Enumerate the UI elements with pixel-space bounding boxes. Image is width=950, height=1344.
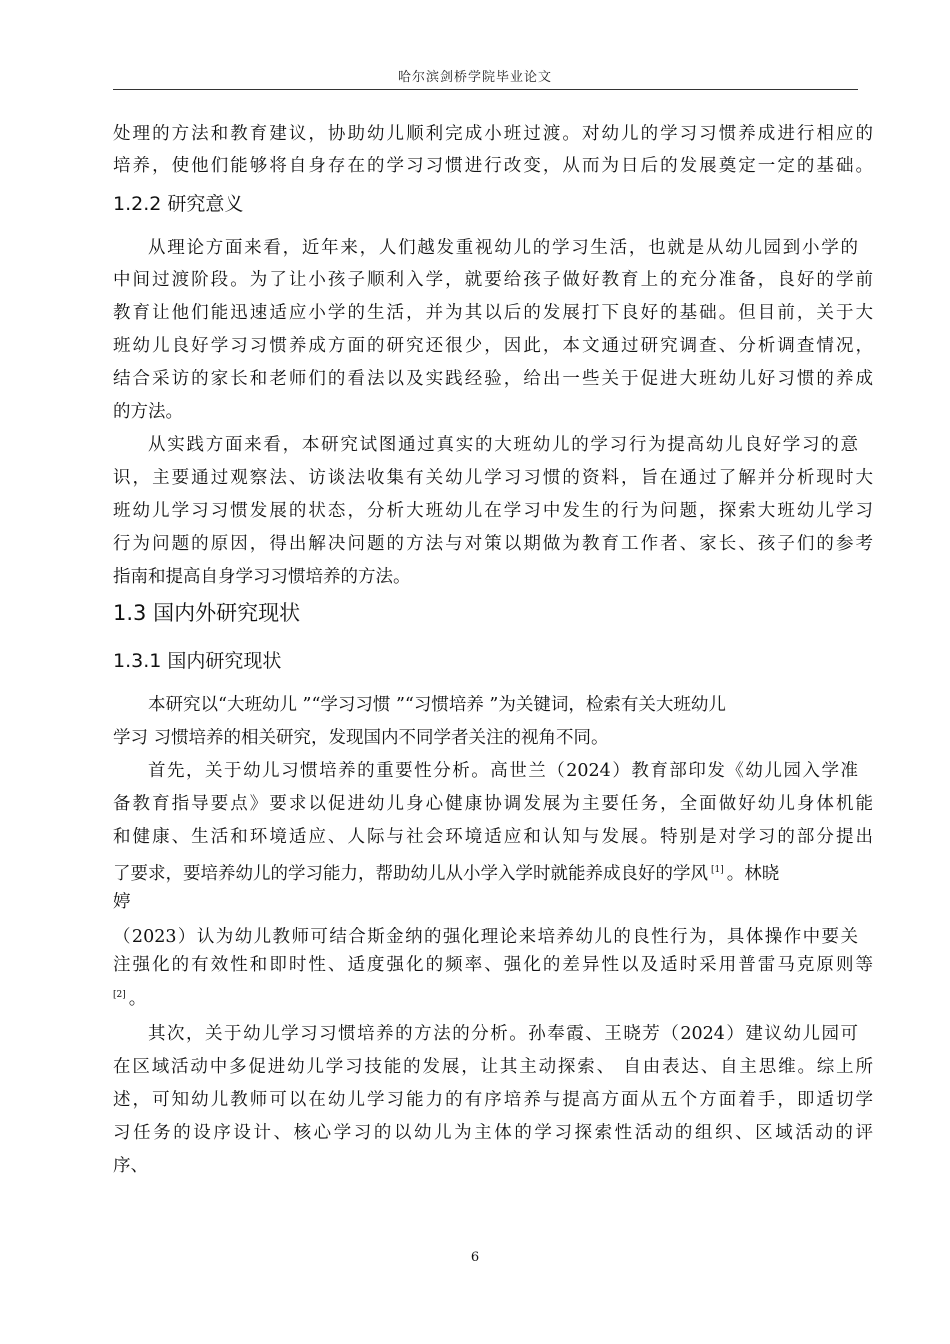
paragraph-line: （2023）认为幼儿教师可结合斯金纳的强化理论来培养幼儿的良性行为，具体操作中要关 [113,927,858,947]
paragraph-line: 指南和提高自身学习习惯培养的方法。 [113,567,411,587]
paragraph-line: 本研究以“大班幼儿 ”“学习习惯 ”“习惯培养 ”为关键词，检索有关大班幼儿 [148,695,726,715]
paragraph-line: 行为问题的原因，得出解决问题的方法与对策以期做为教育工作者、家长、孩子们的参考 [113,534,873,554]
paragraph-line-with-citation [113,984,873,1010]
citation-ref-1[interactable]: [1] [711,865,724,875]
paragraph-line: 教育让他们能迅速适应小学的生活，并为其以后的发展打下良好的基础。但目前，关于大 [113,303,873,323]
section-heading-1-2-2: 1.2.2 研究意义 [113,193,244,215]
paragraph-line-with-citation [113,859,873,885]
paragraph-line: 备教育指导要点》要求以促进幼儿身心健康协调发展为主要任务，全面做好幼儿身体机能 [113,794,873,814]
paragraph-line: 结合采访的家长和老师们的看法以及实践经验，给出一些关于促进大班幼儿好习惯的养成 [113,369,873,389]
paragraph-line: 习任务的设序设计、核心学习的以幼儿为主体的学习探索性活动的组织、区域活动的评 [113,1123,873,1143]
paragraph-line: 从理论方面来看，近年来，人们越发重视幼儿的学习生活，也就是从幼儿园到小学的 [148,238,858,258]
header-rule [113,89,858,90]
paragraph-line: 的方法。 [113,402,183,422]
citation-ref-2[interactable]: [2] [113,990,126,1000]
paragraph-line: 班幼儿学习习惯发展的状态，分析大班幼儿在学习中发生的行为问题，探索大班幼儿学习 [113,501,873,521]
page-number: 6 [470,1250,480,1265]
paragraph-line: 在区域活动中多促进幼儿学习技能的发展，让其主动探索、 自由表达、自主思维。综上所 [113,1057,873,1077]
paragraph-line: 和健康、生活和环境适应、人际与社会环境适应和认知与发展。特别是对学习的部分提出 [113,827,873,847]
paragraph-line: 从实践方面来看，本研究试图通过真实的大班幼儿的学习行为提高幼儿良好学习的意 [148,435,858,455]
section-heading-1-3: 1.3 国内外研究现状 [113,602,301,624]
paragraph-line: 处理的方法和教育建议，协助幼儿顺利完成小班过渡。对幼儿的学习习惯养成进行相应的 [113,124,873,144]
paragraph-line: 婷 [113,892,131,912]
paragraph-text: 了要求，要培养幼儿的学习能力，帮助幼儿从小学入学时就能养成良好的学风 [113,864,708,884]
running-header: 哈尔滨剑桥学院毕业论文 [397,70,552,85]
paragraph-line: 班幼儿良好学习习惯养成方面的研究还很少，因此，本文通过研究调查、分析调查情况， [113,336,873,356]
paragraph-line: 学习 习惯培养的相关研究，发现国内不同学者关注的视角不同。 [113,728,609,748]
paragraph-line: 识，主要通过观察法、访谈法收集有关幼儿学习习惯的资料，旨在通过了解并分析现时大 [113,468,873,488]
paragraph-text: 。 [128,989,147,1009]
paragraph-line: 注强化的有效性和即时性、适度强化的频率、强化的差异性以及适时采用普雷马克原则等 [113,955,873,975]
paragraph-line: 中间过渡阶段。为了让小孩子顺利入学，就要给孩子做好教育上的充分准备，良好的学前 [113,270,873,290]
paragraph-line: 序、 [113,1156,148,1176]
paragraph-line: 培养，使他们能够将自身存在的学习习惯进行改变，从而为日后的发展奠定一定的基础。 [113,156,873,176]
section-heading-1-3-1: 1.3.1 国内研究现状 [113,650,282,672]
paragraph-text: 。林晓 [726,864,780,884]
paragraph-line: 首先，关于幼儿习惯培养的重要性分析。高世兰（2024）教育部印发《幼儿园入学准 [148,761,858,781]
paragraph-line: 其次，关于幼儿学习习惯培养的方法的分析。孙奉霞、王晓芳（2024）建议幼儿园可 [148,1024,858,1044]
paragraph-line: 述，可知幼儿教师可以在幼儿学习能力的有序培养与提高方面从五个方面着手，即适切学 [113,1090,873,1110]
